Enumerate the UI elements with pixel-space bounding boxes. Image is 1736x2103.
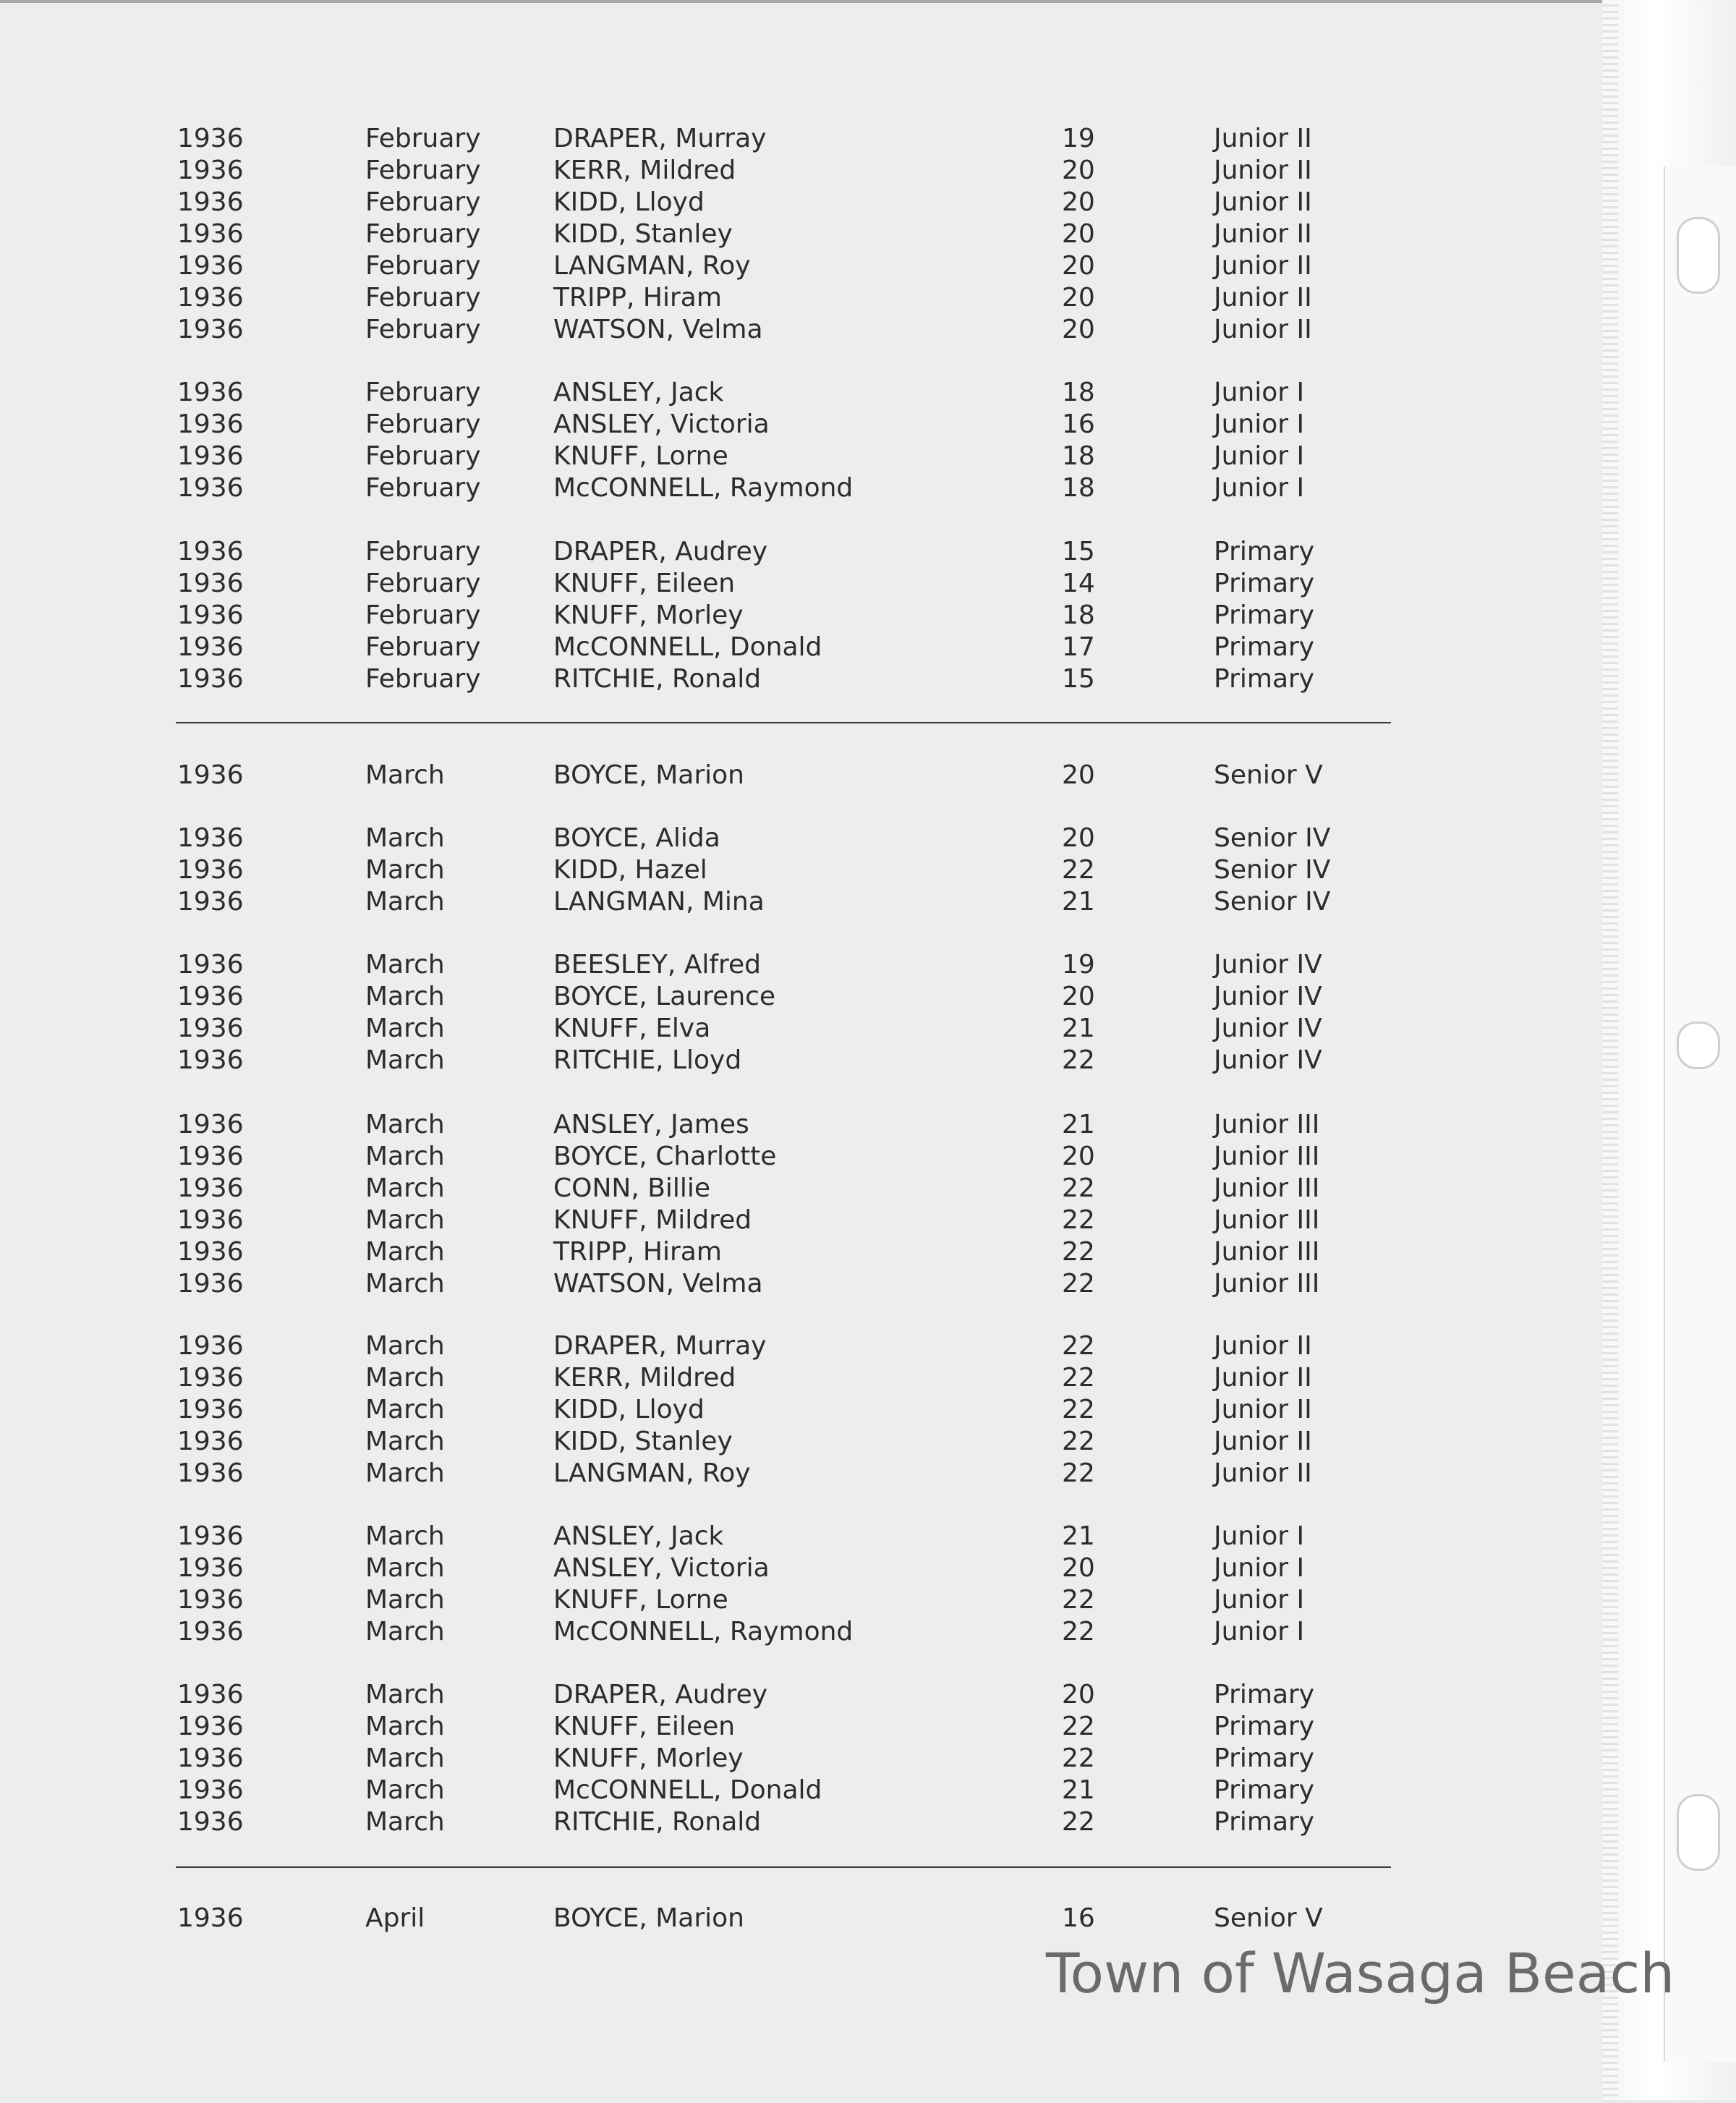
cell-month: March — [365, 1331, 445, 1361]
cell-year: 1936 — [177, 855, 244, 885]
month-separator-rule — [176, 722, 1391, 723]
cell-month: February — [365, 632, 481, 662]
cell-month: March — [365, 1680, 445, 1709]
cell-year: 1936 — [177, 632, 244, 662]
cell-mark: 22 — [1062, 1743, 1095, 1773]
cell-month: March — [365, 1045, 445, 1075]
cell-grade: Junior I — [1214, 473, 1305, 503]
cell-name: BOYCE, Alida — [553, 823, 720, 853]
cell-name: McCONNELL, Raymond — [553, 473, 854, 503]
cell-name: ANSLEY, Victoria — [553, 409, 770, 439]
table-row — [0, 568, 1602, 600]
cell-month: March — [365, 1110, 445, 1139]
cell-name: DRAPER, Murray — [553, 1331, 767, 1361]
table-row — [0, 250, 1602, 282]
table-row — [0, 1616, 1602, 1648]
table-row — [0, 1173, 1602, 1205]
cell-mark: 21 — [1062, 1014, 1095, 1043]
cell-name: McCONNELL, Donald — [553, 632, 822, 662]
cell-grade: Junior I — [1214, 1585, 1305, 1615]
cell-month: March — [365, 1205, 445, 1235]
cell-grade: Junior II — [1214, 187, 1312, 217]
cell-year: 1936 — [177, 1553, 244, 1583]
cell-mark: 20 — [1062, 251, 1095, 281]
cell-grade: Junior I — [1214, 1617, 1305, 1647]
month-separator-rule — [176, 1866, 1391, 1868]
cell-name: ANSLEY, Jack — [553, 378, 724, 407]
cell-mark: 21 — [1062, 1775, 1095, 1805]
table-row — [0, 1362, 1602, 1394]
cell-year: 1936 — [177, 1617, 244, 1647]
table-row — [0, 1426, 1602, 1458]
table-row — [0, 314, 1602, 346]
cell-mark: 22 — [1062, 1045, 1095, 1075]
table-row — [0, 472, 1602, 504]
cell-grade: Primary — [1214, 1680, 1315, 1709]
cell-month: February — [365, 473, 481, 503]
cell-name: ANSLEY, Jack — [553, 1521, 724, 1551]
cell-name: RITCHIE, Ronald — [553, 1807, 762, 1837]
cell-grade: Primary — [1214, 664, 1315, 694]
cell-month: March — [365, 1617, 445, 1647]
table-row — [0, 1806, 1602, 1838]
table-row — [0, 1205, 1602, 1236]
cell-name: TRIPP, Hiram — [553, 283, 722, 313]
table-row — [0, 1521, 1602, 1552]
cell-name: KNUFF, Elva — [553, 1014, 711, 1043]
cell-mark: 14 — [1062, 569, 1095, 598]
cell-mark: 20 — [1062, 187, 1095, 217]
cell-grade: Primary — [1214, 632, 1315, 662]
cell-year: 1936 — [177, 1142, 244, 1171]
cell-mark: 22 — [1062, 1807, 1095, 1837]
binder-hole-top — [1677, 217, 1720, 294]
cell-grade: Junior II — [1214, 1427, 1312, 1456]
cell-mark: 21 — [1062, 1110, 1095, 1139]
cell-grade: Senior IV — [1214, 887, 1331, 917]
table-row — [0, 536, 1602, 568]
cell-grade: Primary — [1214, 600, 1315, 630]
table-row — [0, 1045, 1602, 1076]
cell-grade: Junior II — [1214, 251, 1312, 281]
cell-year: 1936 — [177, 1395, 244, 1424]
cell-year: 1936 — [177, 1458, 244, 1488]
table-row — [0, 1552, 1602, 1584]
cell-year: 1936 — [177, 950, 244, 980]
cell-grade: Primary — [1214, 1743, 1315, 1773]
cell-year: 1936 — [177, 1205, 244, 1235]
cell-month: March — [365, 1363, 445, 1393]
cell-mark: 18 — [1062, 473, 1095, 503]
cell-grade: Junior III — [1214, 1110, 1320, 1139]
cell-mark: 22 — [1062, 1712, 1095, 1741]
cell-year: 1936 — [177, 283, 244, 313]
cell-name: CONN, Billie — [553, 1173, 711, 1203]
cell-month: February — [365, 251, 481, 281]
cell-year: 1936 — [177, 124, 244, 153]
cell-year: 1936 — [177, 1045, 244, 1075]
cell-mark: 16 — [1062, 1903, 1095, 1933]
cell-mark: 22 — [1062, 1427, 1095, 1456]
table-row — [0, 663, 1602, 695]
table-row — [0, 1268, 1602, 1300]
cell-year: 1936 — [177, 1585, 244, 1615]
cell-mark: 18 — [1062, 600, 1095, 630]
table-row — [0, 1109, 1602, 1141]
cell-month: February — [365, 664, 481, 694]
cell-month: February — [365, 409, 481, 439]
cell-month: February — [365, 441, 481, 471]
cell-grade: Junior I — [1214, 409, 1305, 439]
cell-month: March — [365, 1142, 445, 1171]
cell-year: 1936 — [177, 1521, 244, 1551]
table-row — [0, 187, 1602, 218]
cell-mark: 22 — [1062, 1269, 1095, 1299]
cell-year: 1936 — [177, 1110, 244, 1139]
cell-year: 1936 — [177, 600, 244, 630]
cell-month: March — [365, 760, 445, 790]
cell-year: 1936 — [177, 1743, 244, 1773]
cell-year: 1936 — [177, 760, 244, 790]
cell-month: April — [365, 1903, 425, 1933]
cell-month: March — [365, 1395, 445, 1424]
table-row — [0, 1013, 1602, 1045]
cell-grade: Junior I — [1214, 1553, 1305, 1583]
table-row — [0, 409, 1602, 441]
cell-year: 1936 — [177, 569, 244, 598]
binder-hole-middle — [1677, 1021, 1720, 1069]
cell-year: 1936 — [177, 1807, 244, 1837]
cell-year: 1936 — [177, 1173, 244, 1203]
cell-mark: 22 — [1062, 855, 1095, 885]
cell-name: KERR, Mildred — [553, 1363, 736, 1393]
cell-name: ANSLEY, Victoria — [553, 1553, 770, 1583]
cell-mark: 20 — [1062, 823, 1095, 853]
cell-mark: 20 — [1062, 1142, 1095, 1171]
cell-month: March — [365, 887, 445, 917]
cell-month: February — [365, 283, 481, 313]
cell-grade: Junior III — [1214, 1142, 1320, 1171]
cell-year: 1936 — [177, 1014, 244, 1043]
cell-year: 1936 — [177, 473, 244, 503]
cell-name: DRAPER, Audrey — [553, 1680, 768, 1709]
cell-name: BOYCE, Charlotte — [553, 1142, 777, 1171]
cell-year: 1936 — [177, 1903, 244, 1933]
cell-month: March — [365, 1269, 445, 1299]
cell-name: KIDD, Lloyd — [553, 187, 705, 217]
cell-grade: Junior II — [1214, 1458, 1312, 1488]
cell-grade: Primary — [1214, 1712, 1315, 1741]
binder-hole-bottom — [1677, 1794, 1720, 1871]
cell-name: KIDD, Stanley — [553, 1427, 733, 1456]
table-row — [0, 1330, 1602, 1362]
table-row — [0, 1679, 1602, 1711]
cell-year: 1936 — [177, 156, 244, 185]
cell-month: March — [365, 1427, 445, 1456]
cell-month: February — [365, 315, 481, 344]
table-row — [0, 632, 1602, 663]
cell-year: 1936 — [177, 1269, 244, 1299]
cell-year: 1936 — [177, 315, 244, 344]
table-row — [0, 218, 1602, 250]
cell-name: DRAPER, Murray — [553, 124, 767, 153]
table-row — [0, 155, 1602, 187]
cell-mark: 19 — [1062, 124, 1095, 153]
cell-year: 1936 — [177, 1712, 244, 1741]
cell-name: McCONNELL, Donald — [553, 1775, 822, 1805]
cell-name: KIDD, Lloyd — [553, 1395, 705, 1424]
cell-name: McCONNELL, Raymond — [553, 1617, 854, 1647]
cell-name: KERR, Mildred — [553, 156, 736, 185]
cell-mark: 22 — [1062, 1617, 1095, 1647]
cell-year: 1936 — [177, 251, 244, 281]
cell-month: February — [365, 156, 481, 185]
table-row — [0, 282, 1602, 314]
cell-name: BOYCE, Marion — [553, 760, 744, 790]
cell-grade: Primary — [1214, 1807, 1315, 1837]
table-row — [0, 1236, 1602, 1268]
cell-month: March — [365, 855, 445, 885]
cell-grade: Primary — [1214, 1775, 1315, 1805]
table-row — [0, 1141, 1602, 1173]
cell-grade: Junior II — [1214, 283, 1312, 313]
cell-name: KNUFF, Eileen — [553, 569, 736, 598]
cell-month: March — [365, 1521, 445, 1551]
cell-month: February — [365, 600, 481, 630]
cell-mark: 17 — [1062, 632, 1095, 662]
cell-mark: 22 — [1062, 1205, 1095, 1235]
table-row — [0, 441, 1602, 472]
cell-mark: 22 — [1062, 1237, 1095, 1267]
cell-month: March — [365, 1173, 445, 1203]
table-row — [0, 760, 1602, 791]
cell-mark: 20 — [1062, 760, 1095, 790]
cell-mark: 19 — [1062, 950, 1095, 980]
cell-grade: Senior V — [1214, 1903, 1323, 1933]
cell-year: 1936 — [177, 378, 244, 407]
sleeve-seam — [1602, 0, 1618, 2100]
cell-month: March — [365, 1553, 445, 1583]
cell-grade: Junior IV — [1214, 950, 1322, 980]
cell-mark: 22 — [1062, 1395, 1095, 1424]
cell-year: 1936 — [177, 537, 244, 566]
cell-name: BOYCE, Laurence — [553, 982, 776, 1011]
binder-tab — [1664, 166, 1736, 2062]
cell-year: 1936 — [177, 1237, 244, 1267]
cell-grade: Junior I — [1214, 441, 1305, 471]
cell-grade: Junior II — [1214, 1363, 1312, 1393]
cell-mark: 18 — [1062, 378, 1095, 407]
cell-month: March — [365, 1743, 445, 1773]
cell-mark: 20 — [1062, 283, 1095, 313]
cell-month: March — [365, 1014, 445, 1043]
cell-mark: 22 — [1062, 1173, 1095, 1203]
cell-name: BEESLEY, Alfred — [553, 950, 762, 980]
cell-grade: Junior II — [1214, 315, 1312, 344]
cell-name: LANGMAN, Roy — [553, 1458, 751, 1488]
cell-mark: 16 — [1062, 409, 1095, 439]
cell-name: KIDD, Hazel — [553, 855, 707, 885]
cell-month: March — [365, 1807, 445, 1837]
cell-name: KNUFF, Morley — [553, 600, 744, 630]
cell-mark: 22 — [1062, 1363, 1095, 1393]
cell-mark: 22 — [1062, 1458, 1095, 1488]
cell-month: February — [365, 219, 481, 249]
table-row — [0, 123, 1602, 155]
cell-grade: Junior IV — [1214, 1014, 1322, 1043]
cell-mark: 21 — [1062, 887, 1095, 917]
cell-name: WATSON, Velma — [553, 1269, 763, 1299]
cell-mark: 20 — [1062, 982, 1095, 1011]
table-row — [0, 1743, 1602, 1775]
cell-year: 1936 — [177, 441, 244, 471]
cell-month: February — [365, 378, 481, 407]
cell-month: March — [365, 1775, 445, 1805]
cell-month: March — [365, 823, 445, 853]
cell-year: 1936 — [177, 664, 244, 694]
table-row — [0, 981, 1602, 1013]
cell-grade: Senior IV — [1214, 823, 1331, 853]
cell-year: 1936 — [177, 1680, 244, 1709]
cell-mark: 20 — [1062, 1680, 1095, 1709]
cell-grade: Senior IV — [1214, 855, 1331, 885]
cell-mark: 22 — [1062, 1585, 1095, 1615]
table-row — [0, 823, 1602, 854]
cell-month: March — [365, 950, 445, 980]
cell-year: 1936 — [177, 219, 244, 249]
cell-grade: Junior II — [1214, 156, 1312, 185]
table-row — [0, 377, 1602, 409]
cell-name: KIDD, Stanley — [553, 219, 733, 249]
cell-year: 1936 — [177, 409, 244, 439]
cell-grade: Junior I — [1214, 378, 1305, 407]
cell-name: KNUFF, Mildred — [553, 1205, 752, 1235]
cell-mark: 18 — [1062, 441, 1095, 471]
cell-grade: Junior IV — [1214, 982, 1322, 1011]
table-row — [0, 854, 1602, 886]
cell-grade: Primary — [1214, 569, 1315, 598]
cell-month: February — [365, 187, 481, 217]
cell-grade: Primary — [1214, 537, 1315, 566]
table-row — [0, 886, 1602, 918]
cell-year: 1936 — [177, 823, 244, 853]
cell-name: KNUFF, Morley — [553, 1743, 744, 1773]
cell-year: 1936 — [177, 1775, 244, 1805]
cell-month: March — [365, 1237, 445, 1267]
cell-name: KNUFF, Lorne — [553, 441, 728, 471]
cell-year: 1936 — [177, 187, 244, 217]
cell-month: March — [365, 1458, 445, 1488]
cell-month: February — [365, 569, 481, 598]
table-row — [0, 600, 1602, 632]
cell-year: 1936 — [177, 887, 244, 917]
cell-mark: 21 — [1062, 1521, 1095, 1551]
cell-name: RITCHIE, Ronald — [553, 664, 762, 694]
cell-grade: Senior V — [1214, 760, 1323, 790]
table-row — [0, 1458, 1602, 1490]
cell-grade: Junior III — [1214, 1173, 1320, 1203]
cell-name: WATSON, Velma — [553, 315, 763, 344]
cell-month: March — [365, 982, 445, 1011]
cell-grade: Junior II — [1214, 124, 1312, 153]
cell-name: LANGMAN, Mina — [553, 887, 765, 917]
cell-name: TRIPP, Hiram — [553, 1237, 722, 1267]
cell-name: DRAPER, Audrey — [553, 537, 768, 566]
watermark-text: Town of Wasaga Beach — [1046, 1941, 1675, 2005]
cell-grade: Junior II — [1214, 219, 1312, 249]
cell-grade: Junior III — [1214, 1269, 1320, 1299]
cell-name: LANGMAN, Roy — [553, 251, 751, 281]
table-row — [0, 1903, 1602, 1934]
cell-mark: 20 — [1062, 1553, 1095, 1583]
cell-mark: 20 — [1062, 219, 1095, 249]
cell-grade: Junior II — [1214, 1331, 1312, 1361]
table-row — [0, 949, 1602, 981]
cell-month: February — [365, 537, 481, 566]
cell-year: 1936 — [177, 1427, 244, 1456]
cell-grade: Junior II — [1214, 1395, 1312, 1424]
cell-mark: 20 — [1062, 156, 1095, 185]
cell-grade: Junior I — [1214, 1521, 1305, 1551]
cell-month: March — [365, 1712, 445, 1741]
cell-name: RITCHIE, Lloyd — [553, 1045, 742, 1075]
cell-grade: Junior III — [1214, 1205, 1320, 1235]
table-row — [0, 1584, 1602, 1616]
cell-month: March — [365, 1585, 445, 1615]
cell-mark: 15 — [1062, 537, 1095, 566]
cell-year: 1936 — [177, 1331, 244, 1361]
cell-mark: 22 — [1062, 1331, 1095, 1361]
cell-mark: 20 — [1062, 315, 1095, 344]
cell-year: 1936 — [177, 982, 244, 1011]
cell-mark: 15 — [1062, 664, 1095, 694]
table-row — [0, 1775, 1602, 1806]
cell-name: KNUFF, Eileen — [553, 1712, 736, 1741]
table-row — [0, 1711, 1602, 1743]
cell-name: ANSLEY, James — [553, 1110, 749, 1139]
cell-name: BOYCE, Marion — [553, 1903, 744, 1933]
cell-month: February — [365, 124, 481, 153]
cell-year: 1936 — [177, 1363, 244, 1393]
table-row — [0, 1394, 1602, 1426]
cell-name: KNUFF, Lorne — [553, 1585, 728, 1615]
cell-grade: Junior III — [1214, 1237, 1320, 1267]
cell-grade: Junior IV — [1214, 1045, 1322, 1075]
